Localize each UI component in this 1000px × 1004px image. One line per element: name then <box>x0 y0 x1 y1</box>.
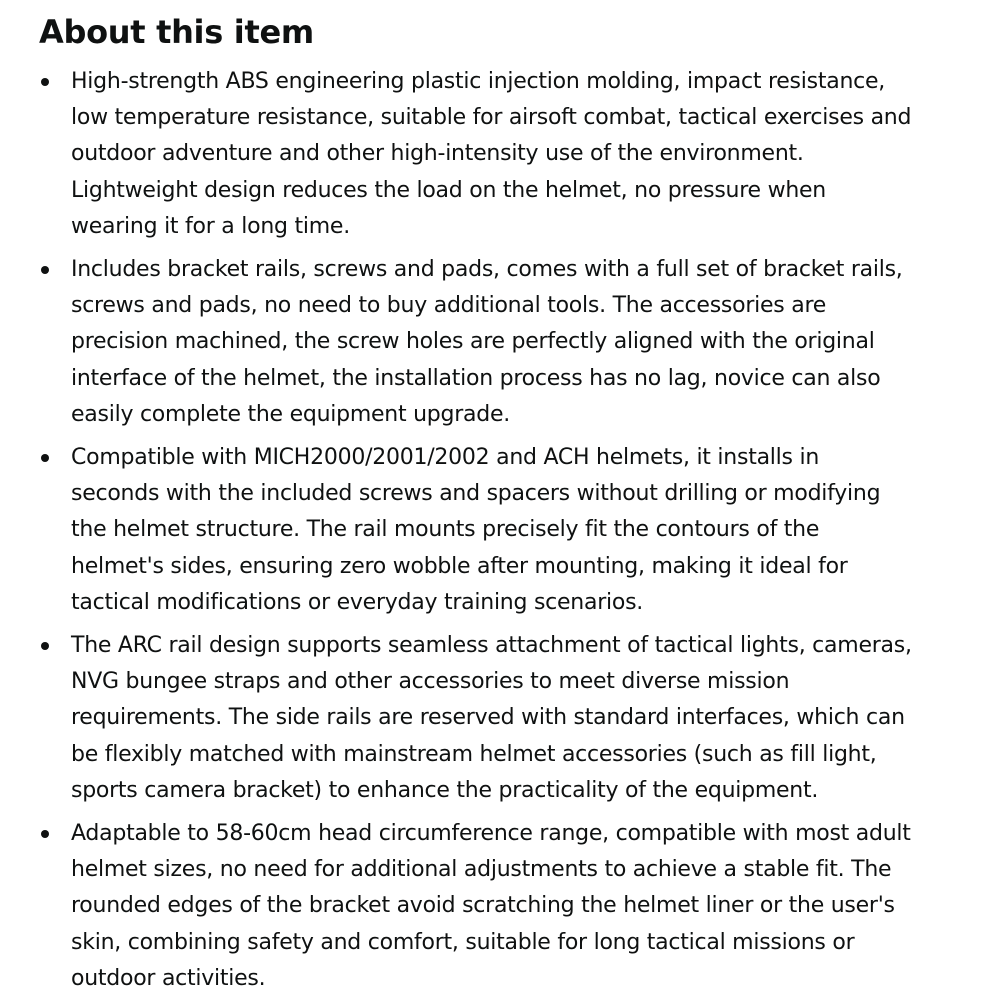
bullet-text-line: Includes bracket rails, screws and pads, comes with a full set of bracket rails, <box>71 257 903 283</box>
bullet-text-line: High-strength ABS engineering plastic injection molding, impact resistance, <box>71 69 886 94</box>
bullet-text-line: helmet's sides, ensuring zero wobble after mounting, making it ideal for <box>71 553 848 579</box>
feature-bullet-5 <box>0 816 1000 997</box>
feature-bullet-3 <box>0 440 1000 621</box>
bullet-text-line: wearing it for a long time. <box>71 213 350 239</box>
bullet-text-line: Lightweight design reduces the load on the helmet, no pressure when <box>71 177 826 203</box>
bullet-text-line: low temperature resistance, suitable for airsoft combat, tactical exercises and <box>71 105 912 131</box>
bullet-text-line: easily complete the equipment upgrade. <box>71 401 511 427</box>
bullet-text-line: the helmet structure. The rail mounts precisely fit the contours of the <box>71 517 820 543</box>
bullet-text-line: interface of the helmet, the installation process has no lag, novice can also <box>71 365 881 391</box>
bullet-text-line: skin, combining safety and comfort, suitable for long tactical missions or <box>71 929 855 955</box>
bullet-text-line: Adaptable to 58-60cm head circumference range, compatible with most adult <box>71 821 911 847</box>
bullet-dot-icon <box>41 266 49 274</box>
bullet-dot-icon <box>41 78 49 86</box>
feature-bullet-1 <box>0 64 1000 245</box>
bullet-text-line: Compatible with MICH2000/2001/2002 and ACH helmets, it installs in <box>71 445 820 471</box>
bullet-text-line: helmet sizes, no need for additional adjustments to achieve a stable fit. The <box>71 857 892 883</box>
bullet-dot-icon <box>41 454 49 462</box>
bullet-text-line: outdoor activities. <box>71 965 266 991</box>
bullet-text-line: precision machined, the screw holes are perfectly aligned with the original <box>71 329 875 355</box>
bullet-text-line: seconds with the included screws and spacers without drilling or modifying <box>71 481 881 507</box>
feature-bullet-list <box>0 64 1000 1004</box>
bullet-dot-icon <box>41 830 49 838</box>
bullet-text-line: be flexibly matched with mainstream helmet accessories (such as fill light, <box>71 741 877 767</box>
bullet-dot-icon <box>41 642 49 650</box>
bullet-text-line: The ARC rail design supports seamless attachment of tactical lights, cameras, <box>71 633 912 659</box>
bullet-text-line: tactical modifications or everyday training scenarios. <box>71 589 644 615</box>
bullet-text-line: NVG bungee straps and other accessories to meet diverse mission <box>71 669 790 695</box>
bullet-text-line: screws and pads, no need to buy additional tools. The accessories are <box>71 293 827 319</box>
bullet-text-line: outdoor adventure and other high-intensity use of the environment. <box>71 141 804 167</box>
feature-bullet-4 <box>0 628 1000 809</box>
bullet-text-line: sports camera bracket) to enhance the practicality of the equipment. <box>71 777 819 803</box>
feature-bullet-2 <box>0 252 1000 433</box>
bullet-text-line: requirements. The side rails are reserved with standard interfaces, which can <box>71 705 905 731</box>
bullet-text-line: rounded edges of the bracket avoid scratching the helmet liner or the user's <box>71 893 895 919</box>
section-title: About this item <box>39 13 314 51</box>
